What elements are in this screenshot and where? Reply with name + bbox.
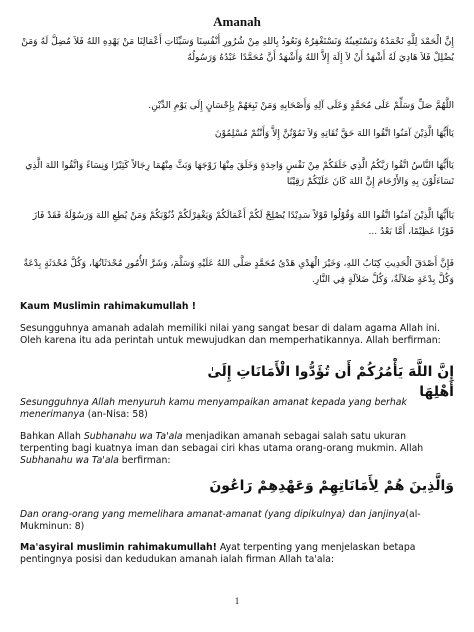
translation-1: [20, 397, 456, 421]
translation-2: [20, 509, 456, 533]
paragraph-2: [20, 431, 456, 467]
paragraph-3-text: Ayat terpenting yang menjelaskan betapa pentingnya posisi dan kedudukan amanah ialah firman Allah ta'ala:: [20, 542, 416, 565]
translation-1-reference: (an-Nisa: 58): [84, 409, 148, 420]
document-title: Amanah: [213, 14, 261, 29]
arabic-verse-an-nisa: يَاأَيُّهَا النَّاسُ اتَّقُوا رَبَّكُمُ الَّذِي خَلَقَكُمْ مِنْ نَفْسٍ وَاحِدَةٍ وَخَلَقَ مِنْهَا زَوْجَهَا وَبَثَّ مِنْهُمَا رِجَالاً كَثِيْرًا وَنِسَاءً وَاتَّقُوا اللهَ الَّذِي تَسَاءَلُوْنَ بِهِ وَالأَرْحَامَ إِنَّ اللهَ كَانَ عَلَيْكُمْ رَقِيْبًا: [25, 160, 454, 187]
translation-2-text: Dan orang-orang yang memelihara amanat-amanat (yang dipikulnya) dan janjinya: [20, 509, 406, 520]
paragraph-2-part-a: Bahkan Allah: [20, 431, 84, 442]
paragraph-3-heading: Ma'asyiral muslimin rahimakumullah!: [20, 542, 217, 553]
arabic-verse-2: وَالَّذِينَ هُمْ لِأَمَانَاتِهِمْ وَعَهْدِهِمْ رَاعُونَ: [209, 478, 454, 494]
paragraph-1: Sesungguhnya amanah adalah memiliki nilai yang sangat besar di dalam agama Allah ini. Oleh karena itu ada perintah untuk mewujudkan dan memperhatikannya. Allah berfirman:: [20, 323, 441, 346]
paragraph-2-part-c: menjadikan amanah sebagai salah satu ukuran terpenting bagi kuatnya iman dan sebagai ciri khas utama orang-orang mukmin. Allah: [20, 431, 424, 454]
paragraph-2-part-e: berfirman:: [118, 455, 171, 466]
greeting-heading: Kaum Muslimin rahimakumullah !: [20, 301, 197, 312]
arabic-opening-paragraph: إِنَّ الْحَمْدَ لِلَّهِ نَحْمَدُهُ وَنَسْتَعِينُهُ وَنَسْتَغْفِرُهُ وَنَعُوذُ بِاللهِ مِنْ شُرُورِ أَنْفُسِنَا وَسَيِّئَاتِ أَعْمَالِنَا مَنْ يَهْدِهِ اللهُ فَلاَ مُضِلَّ لَهُ وَمَنْ يُضْلِلْ فَلاَ هَادِيَ لَهُ أَشْهَدُ أَنْ لاَ إِلَهَ إِلاَّ اللهُ وَأَشْهَدُ أَنَّ مُحَمَّدًا عَبْدُهُ وَرَسُولُهُ: [21, 36, 454, 63]
translation-1-text: Sesungguhnya Allah menyuruh kamu menyampaikan amanat kepada yang berhak menerimanya: [20, 397, 407, 420]
arabic-hadith-paragraph: فَإِنَّ أَصْدَقَ الْحَدِيثِ كِتَابُ اللهِ، وَخَيْرَ الْهَدْىِ هَدْىُ مُحَمَّدٍ صَلَّى اللهُ عَلَيْهِ وَسَلَّمَ، وَشَرَّ الأُمُورِ مُحْدَثَاتُهَا، وَكُلَّ مُحْدَثَةٍ بِدْعَةٌ وَكُلَّ بِدْعَةٍ ضَلاَلَةٌ، وَكُلَّ ضَلاَلَةٍ فِي النَّارِ.: [23, 258, 454, 285]
arabic-verse-al-ahzab: يَاأَيُّهَا الَّذِيْنَ آمَنُوا اتَّقُوا اللهَ وَقُوْلُوا قَوْلاً سَدِيْدًا يُصْلِحْ لَكُمْ أَعْمَالَكُمْ وَيَغْفِرْلَكُمْ ذُنُوْبَكُمْ وَمَنْ يُطِعِ اللهَ وَرَسُوْلَهُ فَقَدْ فَازَ فَوْزًا عَظِيْمًا، أَمَّا بَعْدُ ...: [32, 210, 454, 237]
arabic-verse-ali-imran: يَاأَيُّهَا الَّذِيْنَ آمَنُوا اتَّقُوا اللهَ حَقَّ تُقَاتِهِ وَلاَ تَمُوْتُنَّ إِلاَّ وَأَنْتُمْ مُسْلِمُوْنَ: [214, 128, 454, 139]
arabic-salawat-paragraph: اللَّهُمَّ صَلِّ وَسَلِّمْ عَلَى مُحَمَّدٍ وَعَلَى آلِهِ وَأَصْحَابِهِ وَمَنْ تَبِعَهُمْ بِإِحْسَانٍ إِلَى يَوْمِ الدِّيْنِ.: [148, 100, 454, 111]
arabic-verse-1: إِنَّ اللَّهَ يَأْمُرُكُمْ أَن تُؤَدُّوا الْأَمَانَاتِ إِلَىٰ أَهْلِهَا: [207, 364, 454, 400]
page-number: 1: [234, 596, 240, 606]
paragraph-2-subhanahu-1: Subhanahu wa Ta'ala: [83, 431, 183, 442]
paragraph-3: [20, 542, 456, 566]
translation-2-reference: (al-Mukminun: 8): [20, 509, 421, 532]
paragraph-2-subhanahu-2: Subhanahu wa Ta'ala: [20, 455, 119, 466]
